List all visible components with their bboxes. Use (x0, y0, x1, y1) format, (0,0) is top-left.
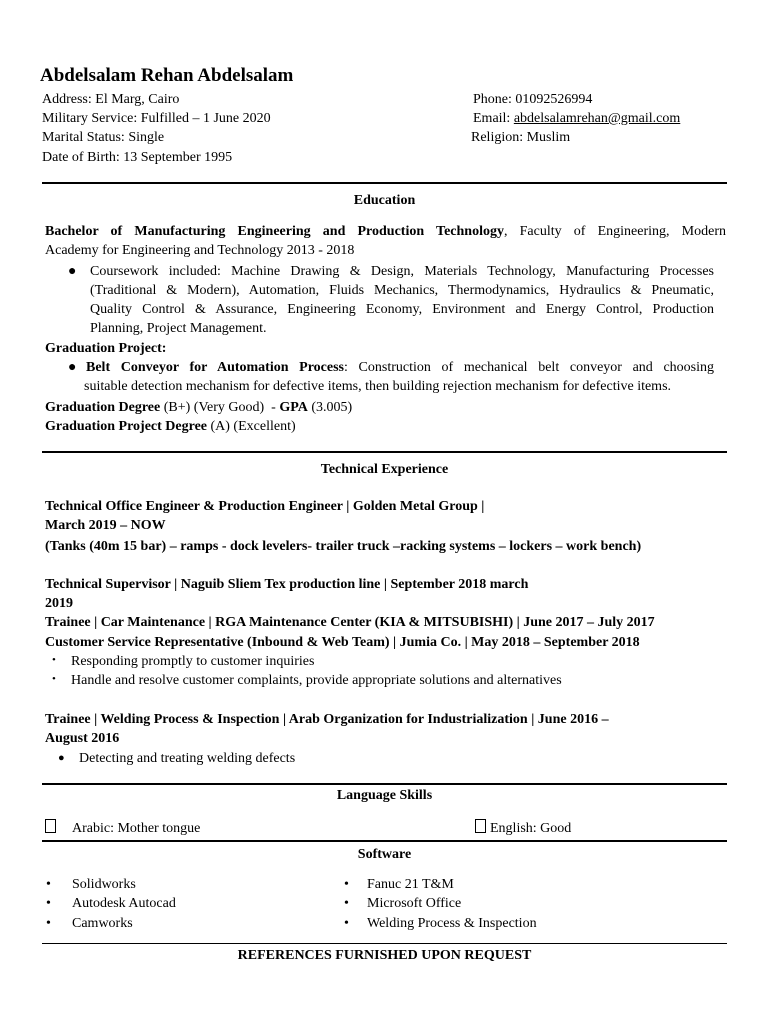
software-item: Fanuc 21 T&M (367, 877, 454, 892)
bullet-icon: • (46, 877, 51, 892)
bullet-icon: ● (68, 360, 77, 375)
bullet-icon: • (344, 877, 349, 892)
language-arabic-label: Arabic: Mother tongue (72, 821, 201, 836)
section-divider (42, 451, 727, 453)
graduation-degree-value: (B+) (Very Good) - (160, 400, 280, 415)
coursework-line: Coursework included: Machine Drawing & Design, Materials Technology, Manufacturing Processes (90, 264, 714, 279)
language-english-label: English: Good (490, 821, 572, 836)
project-degree-value: (A) (Excellent) (207, 419, 296, 434)
degree-line-1 (45, 222, 726, 241)
checkbox-icon (475, 819, 486, 833)
bullet-icon: • (46, 896, 51, 911)
job-5-bullet: Detecting and treating welding defects (79, 751, 296, 766)
graduation-degree-label: Graduation Degree (45, 400, 161, 415)
coursework-line: (Traditional & Modern), Automation, Fluids Mechanics, Thermodynamics, Hydraulics & Pneumatic, (90, 283, 714, 298)
bullet-icon: • (344, 916, 349, 931)
job-5-title: Trainee | Welding Process & Inspection | Arab Organization for Industrialization | June 2016 – (45, 712, 609, 727)
job-4-bullet: Responding promptly to customer inquiries (71, 654, 315, 669)
military-service: Military Service: Fulfilled – 1 June 2020 (42, 111, 271, 126)
job-3-title: Trainee | Car Maintenance | RGA Maintenance Center (KIA & MITSUBISHI) | June 2017 – July 2017 (45, 615, 655, 630)
software-item: Welding Process & Inspection (367, 916, 537, 931)
software-heading: Software (357, 847, 412, 862)
job-4-title: Customer Service Representative (Inbound & Web Team) | Jumia Co. | May 2018 – September 2018 (45, 635, 640, 650)
bullet-icon: ● (58, 752, 65, 764)
software-item: Camworks (72, 916, 133, 931)
graduation-degree (45, 398, 726, 417)
checkbox-icon (45, 819, 56, 833)
email-link[interactable]: abdelsalamrehan@gmail.com (513, 111, 681, 126)
job-1-dates: March 2019 – NOW (45, 518, 166, 533)
job-1-title: Technical Office Engineer & Production Engineer | Golden Metal Group | (45, 499, 485, 514)
job-4-bullet: Handle and resolve customer complaints, provide appropriate solutions and alternatives (71, 673, 562, 688)
degree-faculty: , Faculty of Engineering, Modern (503, 224, 726, 239)
email-line (473, 109, 680, 128)
languages-heading: Language Skills (336, 788, 433, 803)
job-5-dates: August 2016 (45, 731, 120, 746)
job-2-dates: 2019 (45, 596, 73, 611)
references-note: REFERENCES FURNISHED UPON REQUEST (237, 948, 532, 963)
project-degree-label: Graduation Project Degree (45, 419, 207, 434)
gpa-label: GPA (279, 400, 308, 415)
degree-line-2: Academy for Engineering and Technology 2013 - 2018 (45, 243, 355, 258)
job-2-title: Technical Supervisor | Naguib Sliem Tex production line | September 2018 march (45, 577, 529, 592)
degree-title: Bachelor of Manufacturing Engineering and Production Technology (45, 224, 504, 239)
language-arabic (45, 819, 200, 838)
date-of-birth: Date of Birth: 13 September 1995 (42, 150, 233, 165)
experience-heading: Technical Experience (320, 462, 449, 477)
project-title: Belt Conveyor for Automation Process (86, 360, 345, 375)
project-desc-2: suitable detection mechanism for defective items, then building rejection mechanism for defective items. (84, 379, 672, 394)
email-label: Email: (473, 111, 514, 126)
education-heading: Education (353, 193, 416, 208)
project-degree (45, 417, 726, 436)
section-divider (42, 783, 727, 785)
section-divider (42, 840, 727, 842)
software-item: Solidworks (72, 877, 136, 892)
bullet-icon: • (52, 673, 56, 685)
project-desc-1: : Construction of mechanical belt conveyor and choosing (344, 360, 714, 375)
phone: Phone: 01092526994 (473, 92, 593, 107)
bullet-icon: • (46, 916, 51, 931)
address: Address: El Marg, Cairo (42, 92, 180, 107)
religion: Religion: Muslim (471, 130, 571, 145)
bullet-icon: • (52, 654, 56, 666)
language-english (475, 819, 571, 838)
candidate-name: Abdelsalam Rehan Abdelsalam (40, 65, 294, 86)
gpa-value: (3.005) (307, 400, 353, 415)
section-divider (42, 943, 727, 944)
software-item: Autodesk Autocad (72, 896, 176, 911)
coursework-line: Planning, Project Management. (90, 321, 267, 336)
marital-status: Marital Status: Single (42, 130, 165, 145)
graduation-project-label: Graduation Project: (45, 341, 167, 356)
project-item (68, 358, 714, 396)
coursework-item (68, 262, 714, 338)
coursework-line: Quality Control & Assurance, Engineering Economy, Environment and Energy Control, Production (90, 302, 714, 317)
job-1-scope: (Tanks (40m 15 bar) – ramps - dock levelers- trailer truck –racking systems – lockers – work bench) (45, 539, 642, 554)
section-divider (42, 182, 727, 184)
bullet-icon: • (344, 896, 349, 911)
bullet-icon: ● (68, 264, 77, 279)
software-item: Microsoft Office (367, 896, 462, 911)
